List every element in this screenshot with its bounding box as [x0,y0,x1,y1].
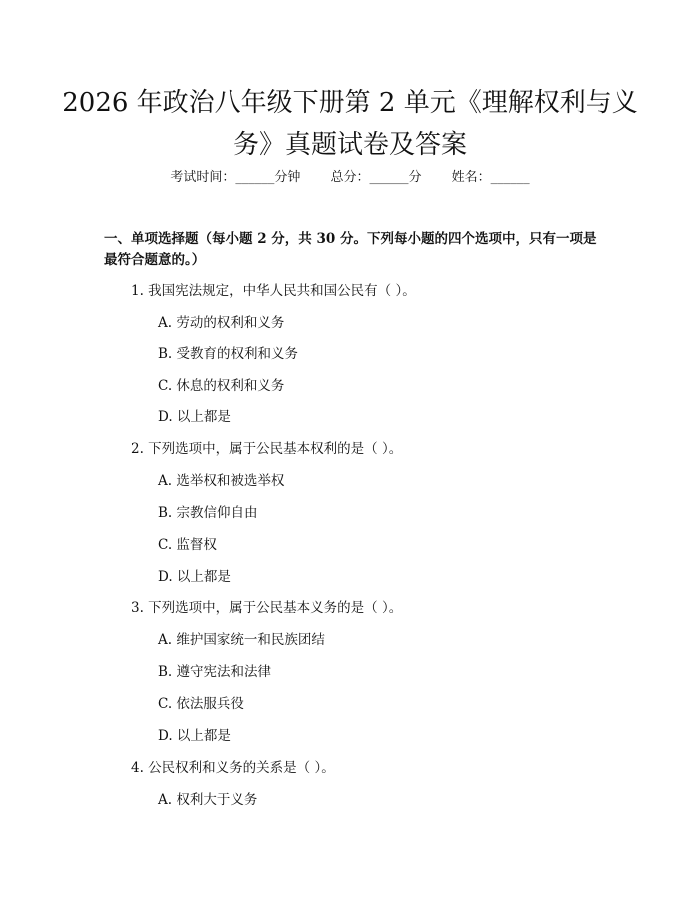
question-option: B. 受教育的权利和义务 [158,346,299,362]
total-score-field: 总分：______分 [330,170,422,185]
question-option: D. 以上都是 [158,569,231,585]
question-option: D. 以上都是 [158,409,231,425]
question-stem: 3. 下列选项中，属于公民基本义务的是（ ）。 [131,600,403,616]
question-option: A. 权利大于义务 [158,792,258,808]
page-title: 2026 年政治八年级下册第 2 单元《理解权利与义务》真题试卷及答案 [62,88,638,160]
question-option: B. 遵守宪法和法律 [158,664,272,680]
question-stem: 2. 下列选项中，属于公民基本权利的是（ ）。 [131,441,403,457]
exam-time-field: 考试时间：______分钟 [170,170,301,185]
question-option: A. 选举权和被选举权 [158,473,285,489]
question-stem: 4. 公民权利和义务的关系是（ ）。 [131,760,335,776]
student-name-field: 姓名：______ [451,170,530,185]
section-heading: 一、单项选择题（每小题 2 分，共 30 分。下列每小题的四个选项中，只有一项是最符合题意的。） [104,231,597,268]
question-option: A. 劳动的权利和义务 [158,315,285,331]
question-option: B. 宗教信仰自由 [158,505,258,521]
question-option: C. 休息的权利和义务 [158,378,285,394]
question-stem: 1. 我国宪法规定，中华人民共和国公民有（ ）。 [131,283,416,299]
question-option: A. 维护国家统一和民族团结 [158,632,325,648]
question-option: C. 监督权 [158,537,217,553]
question-option: D. 以上都是 [158,728,231,744]
question-option: C. 依法服兵役 [158,696,244,712]
exam-meta [0,168,700,188]
